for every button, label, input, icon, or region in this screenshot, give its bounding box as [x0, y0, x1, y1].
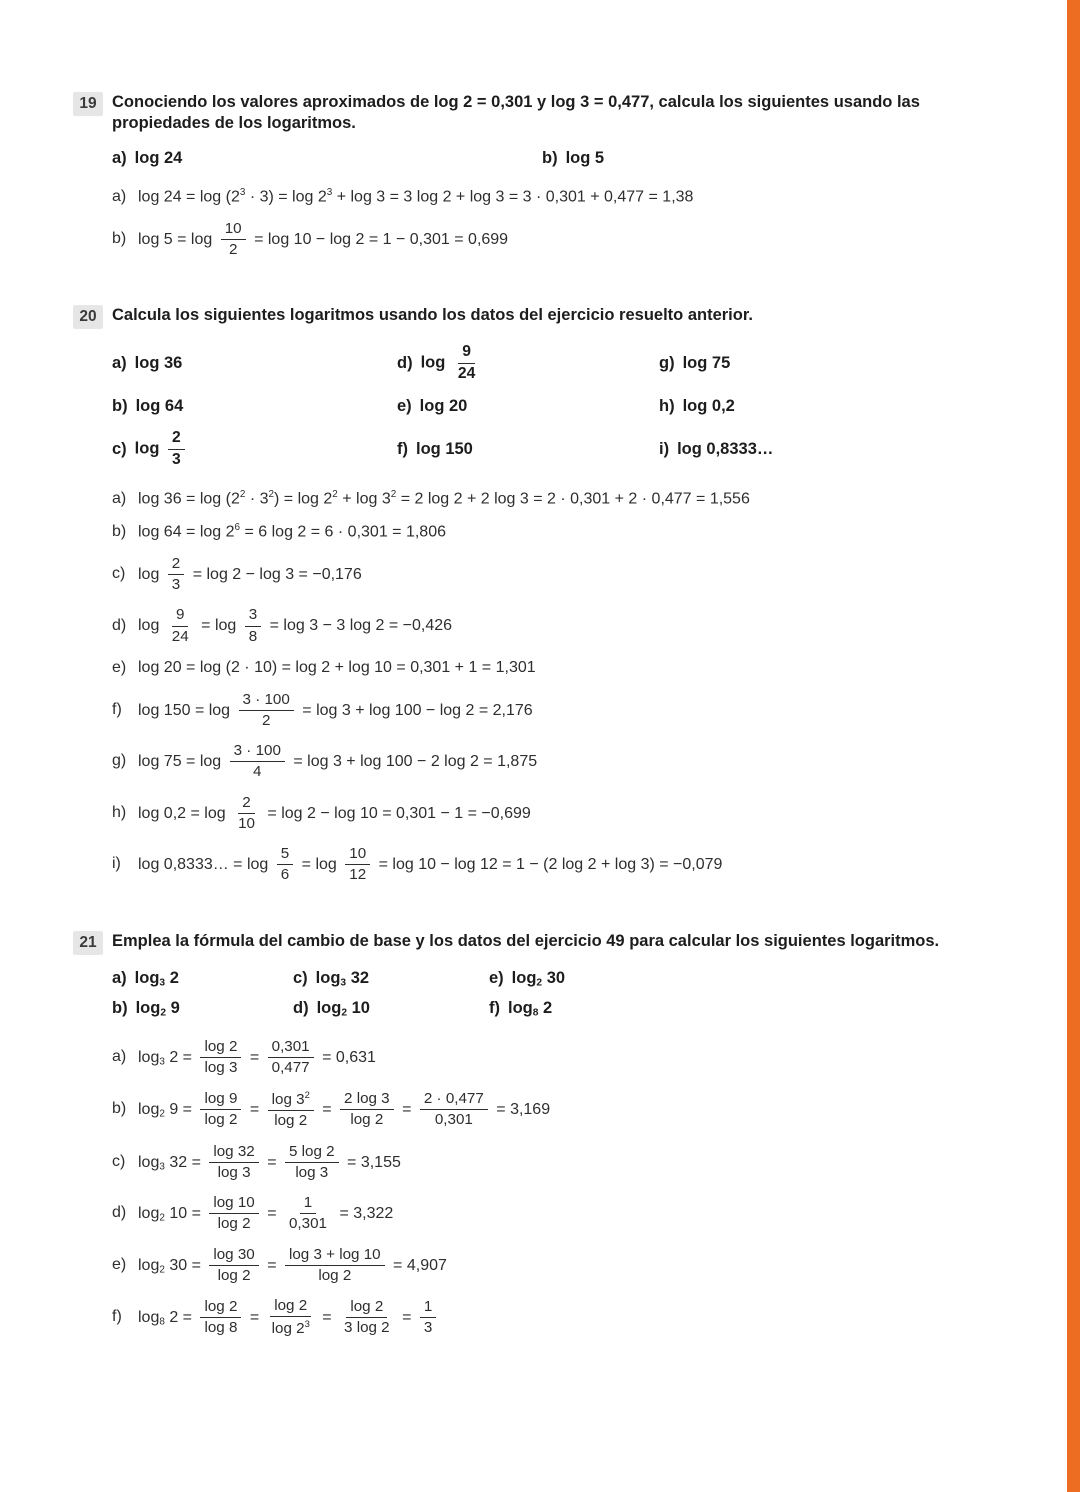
- exercise-solutions: [112, 489, 1022, 885]
- solution-expression: $\log_2 10$ = $\frac{\log 10}{\log 2}$ = $\frac{1}{0,301}$ = 3,322: [138, 1194, 394, 1233]
- fraction-numerator: 1: [420, 1298, 436, 1318]
- part-expression: $\log_2 30$: [511, 968, 566, 989]
- superscript: 3: [304, 1318, 310, 1330]
- solution-expression: $\log_2 30$ = $\frac{\log 30}{\log 2}$ = $\frac{\log 3 + \log 10}{\log 2}$ = 4,907: [138, 1245, 447, 1284]
- solution-line: [112, 555, 1022, 594]
- part-expression: log $\frac{2}{3}$: [135, 429, 189, 470]
- solution-letter: b): [112, 522, 127, 540]
- solution-line: [112, 522, 1022, 543]
- fraction-numerator: 0,301: [268, 1038, 314, 1058]
- part-letter: c): [112, 439, 127, 458]
- solution-expression: $\log_8 2$ = $\frac{\log 2}{\log 8}$ = $\frac{\log 2}{\log 2^3}$ = $\frac{\log 2}{3 \log 2}$ = $\frac{1}{3}$: [138, 1297, 1022, 1339]
- fraction-numerator: log 2: [200, 1038, 241, 1058]
- part-expression: $\log_8 2$: [508, 999, 553, 1019]
- fraction: [209, 1143, 258, 1182]
- fraction-denominator: 4: [253, 763, 262, 781]
- subscript: 2: [160, 1007, 167, 1019]
- fraction: [239, 691, 294, 730]
- part-item: [659, 343, 1022, 384]
- part-letter: a): [112, 148, 127, 167]
- fraction-denominator: log 2: [274, 1112, 308, 1130]
- superscript: 3: [239, 186, 246, 198]
- solution-letter: f): [112, 700, 122, 718]
- fraction: [268, 1089, 314, 1131]
- solution-expression: log 0,8333… = log $\frac{5}{6}$ = log $\frac{10}{12}$ = log 10 − log 12 = 1 − (2 log 2 + log 3) = −0,079: [138, 845, 723, 884]
- part-expression: log 36: [134, 354, 183, 373]
- solution-expression: log 20 = log (2 · 10) = log 2 + log 10 = 0,301 + 1 = 1,301: [138, 658, 536, 676]
- solution-line: [112, 1246, 1022, 1285]
- part-item: [112, 969, 293, 989]
- fraction-denominator: log 2: [217, 1266, 251, 1284]
- solution-expression: $\log 36 = \log (2^2 \cdot 3^2) = \log 2^2 + \log 3^2 = 2$ log 2 + 2 log 3 = 2 · 0,301 + 2 · 0,477 = 1,556: [138, 488, 750, 507]
- exercise-parts: [112, 343, 1022, 469]
- part-letter: b): [112, 397, 128, 416]
- fraction: [168, 606, 193, 645]
- solution-letter: e): [112, 1255, 127, 1273]
- fraction: [285, 1143, 339, 1182]
- part-letter: i): [659, 439, 670, 458]
- part-letter: e): [397, 397, 412, 416]
- part-item: [293, 999, 489, 1019]
- fraction: [268, 1038, 314, 1077]
- part-item: [112, 149, 542, 168]
- solution-line: [112, 1089, 1022, 1131]
- exercise-21: [73, 931, 1022, 1339]
- subscript: 2: [159, 1263, 165, 1275]
- part-item: [659, 397, 1022, 416]
- solution-letter: a): [112, 188, 127, 206]
- fraction-numerator: 2 · 0,477: [420, 1090, 488, 1110]
- subscript: 2: [159, 1108, 165, 1120]
- fraction: [200, 1090, 241, 1129]
- part-item: [112, 343, 397, 384]
- fraction-denominator: 10: [238, 814, 255, 832]
- fraction-denominator: 6: [280, 866, 290, 884]
- solution-letter: i): [112, 855, 121, 873]
- exercise-solutions: [112, 187, 1022, 260]
- solution-line: [112, 845, 1022, 884]
- exercise-statement: Emplea la fórmula del cambio de base y los datos del ejercicio 49 para calcular los siguientes logaritmos.: [112, 931, 940, 950]
- fraction-numerator: log 2: [200, 1298, 241, 1318]
- fraction-denominator: 8: [248, 627, 258, 645]
- fraction-numerator: log 9: [200, 1090, 241, 1110]
- solution-expression: log 75 = log $\frac{3 \cdot 100}{4}$ = log 3 + log 100 − 2 log 2 = 1,875: [138, 742, 538, 781]
- exercise-statement: Conociendo los valores aproximados de log 2 = 0,301 y log 3 = 0,477, calcula los siguientes usando las propiedades de los logaritmos.: [112, 93, 920, 133]
- subscript: 8: [532, 1007, 539, 1019]
- part-item: [659, 429, 1022, 470]
- fraction-numerator: 2: [168, 555, 184, 575]
- fraction-denominator: log 2: [318, 1266, 352, 1284]
- fraction-denominator: log 2: [204, 1111, 238, 1129]
- part-letter: d): [293, 999, 309, 1018]
- subscript: 3: [159, 977, 166, 989]
- part-item: [397, 429, 659, 470]
- fraction-numerator: 9: [458, 343, 475, 364]
- part-letter: b): [542, 148, 558, 167]
- fraction: [221, 220, 246, 259]
- fraction-numerator: 2: [238, 794, 254, 814]
- fraction: [285, 1194, 331, 1233]
- fraction-numerator: $\log 3^2$: [268, 1089, 314, 1111]
- solution-expression: log 150 = log $\frac{3 \cdot 100}{2}$ = log 3 + log 100 − log 2 = 2,176: [138, 690, 533, 729]
- fraction-numerator: 3 · 100: [230, 742, 285, 762]
- part-letter: f): [489, 999, 500, 1018]
- fraction-denominator: 3: [423, 1319, 433, 1337]
- part-expression: log 24: [134, 148, 183, 167]
- part-expression: $\log_3 32$: [315, 968, 370, 989]
- fraction: [230, 742, 285, 781]
- part-item: [293, 969, 489, 989]
- solution-expression: $\log_3 2$ = $\frac{\log 2}{\log 3}$ = $\frac{0,301}{0,477}$ = 0,631: [138, 1037, 376, 1076]
- fraction: [340, 1090, 394, 1129]
- fraction: [168, 555, 184, 594]
- part-letter: e): [489, 968, 504, 987]
- subscript: 2: [536, 977, 543, 989]
- exercise-number-badge: 20: [73, 305, 103, 329]
- fraction-numerator: 1: [300, 1194, 316, 1214]
- part-expression: $\log_2 10$: [316, 999, 370, 1019]
- part-item: [112, 397, 397, 416]
- fraction: [268, 1297, 314, 1339]
- exercise-parts: [112, 969, 1022, 1019]
- fraction: [168, 429, 185, 470]
- exercise-parts: [112, 149, 1022, 168]
- solution-line: [112, 658, 1022, 679]
- part-expression: $\log_2 9$: [135, 999, 180, 1019]
- fraction-numerator: 2 log 3: [340, 1090, 394, 1110]
- solution-expression: $\log 64 = \log 2^6 = 6$ log 2 = 6 · 0,301 = 1,806: [138, 521, 446, 541]
- superscript: 2: [390, 488, 397, 500]
- subscript: 2: [159, 1212, 165, 1224]
- fraction: [234, 794, 259, 833]
- part-expression: log 5: [565, 148, 605, 167]
- fraction-numerator: 10: [345, 845, 370, 865]
- fraction-denominator: 24: [457, 365, 476, 383]
- part-expression: log 150: [416, 439, 473, 458]
- fraction: [420, 1298, 436, 1337]
- fraction-denominator: $\log 2^3$: [271, 1318, 310, 1338]
- solution-line: [112, 691, 1022, 730]
- fraction: [454, 343, 479, 384]
- fraction-numerator: 5: [277, 845, 293, 865]
- solution-letter: a): [112, 489, 127, 507]
- fraction-denominator: 0,301: [434, 1111, 473, 1129]
- part-letter: g): [659, 354, 675, 373]
- solution-line: [112, 794, 1022, 833]
- part-item: [112, 999, 293, 1019]
- fraction-numerator: log 32: [209, 1143, 258, 1163]
- fraction-denominator: log 3: [217, 1163, 251, 1181]
- subscript: 3: [159, 1161, 165, 1173]
- superscript: 3: [326, 186, 333, 198]
- fraction-numerator: 10: [221, 220, 246, 240]
- solution-line: [112, 742, 1022, 781]
- fraction-denominator: 2: [261, 711, 271, 729]
- fraction-denominator: log 2: [350, 1111, 384, 1129]
- exercise-number-badge: 21: [73, 931, 103, 955]
- solution-expression: $\log_3 32$ = $\frac{\log 32}{\log 3}$ = $\frac{5 \log 2}{\log 3}$ = 3,155: [138, 1142, 401, 1181]
- solution-line: [112, 1194, 1022, 1233]
- solution-line: [112, 187, 1022, 208]
- part-letter: d): [397, 354, 413, 373]
- solution-line: [112, 1297, 1022, 1339]
- fraction-denominator: log 8: [204, 1319, 238, 1337]
- fraction-numerator: 5 log 2: [285, 1143, 339, 1163]
- fraction-denominator: 0,301: [288, 1215, 327, 1233]
- solution-letter: h): [112, 803, 127, 821]
- page-accent-bar: [1067, 0, 1080, 1492]
- fraction-denominator: 12: [349, 866, 367, 884]
- part-letter: c): [293, 968, 308, 987]
- superscript: 2: [239, 488, 246, 500]
- subscript: 2: [341, 1007, 348, 1019]
- superscript: 2: [304, 1089, 310, 1101]
- solution-letter: e): [112, 658, 127, 676]
- fraction: [340, 1298, 394, 1337]
- exercise-header: [73, 931, 1022, 955]
- part-letter: h): [659, 397, 675, 416]
- fraction: [245, 606, 261, 645]
- part-item: [112, 429, 397, 470]
- fraction: [285, 1246, 385, 1285]
- fraction-numerator: 3: [245, 606, 261, 626]
- solution-letter: b): [112, 1100, 127, 1118]
- superscript: 2: [332, 488, 338, 500]
- fraction-denominator: 3: [172, 450, 181, 468]
- part-expression: log 64: [135, 397, 184, 416]
- part-item: [489, 969, 1022, 989]
- part-expression: log 0,8333…: [677, 439, 774, 458]
- exercise-19: [73, 92, 1022, 259]
- exercise-statement: Calcula los siguientes logaritmos usando los datos del ejercicio resuelto anterior.: [112, 306, 753, 325]
- solution-expression: log $\frac{9}{24}$ = log $\frac{3}{8}$ = log 3 − 3 log 2 = −0,426: [138, 606, 453, 645]
- solution-letter: c): [112, 565, 126, 583]
- part-expression: log 0,2: [682, 397, 735, 416]
- solution-expression: $\log 24 = \log (2^3 \cdot 3) = \log 2^3 + \log 3 = 3$ log 2 + log 3 = 3 · 0,301 + 0,477 = 1,38: [138, 186, 694, 206]
- fraction-numerator: 3 · 100: [239, 691, 294, 711]
- fraction-numerator: log 30: [209, 1246, 258, 1266]
- part-expression: log 75: [682, 354, 731, 373]
- fraction: [209, 1194, 258, 1233]
- solution-line: [112, 606, 1022, 645]
- fraction-numerator: log 10: [209, 1194, 258, 1214]
- part-item: [489, 999, 1022, 1019]
- solution-letter: d): [112, 616, 127, 634]
- solution-expression: log 5 = log $\frac{10}{2}$ = log 10 − log 2 = 1 − 0,301 = 0,699: [138, 220, 509, 259]
- subscript: 3: [159, 1056, 165, 1068]
- fraction-denominator: 2: [228, 241, 238, 259]
- solution-letter: b): [112, 230, 127, 248]
- fraction-denominator: log 3: [204, 1058, 238, 1076]
- part-expression: $\log_3 2$: [134, 968, 179, 989]
- exercise-header: [73, 305, 1022, 329]
- fraction: [200, 1038, 241, 1077]
- subscript: 8: [159, 1316, 165, 1328]
- solution-letter: f): [112, 1308, 122, 1326]
- fraction: [209, 1246, 258, 1285]
- fraction-denominator: 0,477: [271, 1058, 310, 1076]
- solution-expression: $\log_2 9$ = $\frac{\log 9}{\log 2}$ = $\frac{\log 3^2}{\log 2}$ = $\frac{2 \log 3}{\log 2}$ = $\frac{2 \cdot 0,477}{0,301}$ = 3,169: [138, 1089, 551, 1130]
- exercise-number-badge: 19: [73, 92, 103, 116]
- fraction-numerator: 2: [168, 429, 185, 450]
- exercise-20: [73, 305, 1022, 884]
- fraction-numerator: 9: [172, 606, 188, 626]
- part-letter: b): [112, 999, 128, 1018]
- superscript: 6: [234, 521, 241, 533]
- part-letter: a): [112, 354, 127, 373]
- solution-expression: log $\frac{2}{3}$ = log 2 − log 3 = −0,176: [138, 554, 362, 594]
- fraction-numerator: log 3 + log 10: [285, 1246, 385, 1266]
- fraction: [345, 845, 370, 884]
- solution-expression: log 0,2 = log $\frac{2}{10}$ = log 2 − log 10 = 0,301 − 1 = −0,699: [138, 793, 531, 832]
- solution-line: [112, 489, 1022, 510]
- fraction-numerator: log 2: [346, 1298, 387, 1318]
- fraction-denominator: 3: [171, 576, 181, 594]
- solution-letter: g): [112, 752, 127, 770]
- part-item: [542, 149, 1022, 168]
- solution-line: [112, 1143, 1022, 1182]
- solution-line: [112, 1038, 1022, 1077]
- solution-letter: d): [112, 1204, 127, 1222]
- solution-letter: c): [112, 1152, 126, 1170]
- subscript: 3: [340, 977, 347, 989]
- part-expression: log $\frac{9}{24}$: [421, 343, 484, 384]
- fraction-numerator: log 2: [270, 1297, 311, 1317]
- fraction-denominator: 24: [171, 627, 189, 645]
- fraction-denominator: 3 log 2: [344, 1319, 390, 1337]
- solution-line: [112, 220, 1022, 259]
- fraction-denominator: log 3: [295, 1163, 329, 1181]
- exercise-header: [73, 92, 1022, 135]
- fraction: [200, 1298, 241, 1337]
- part-expression: log 20: [419, 397, 468, 416]
- fraction-denominator: log 2: [217, 1215, 251, 1233]
- fraction: [277, 845, 293, 884]
- exercise-solutions: [112, 1038, 1022, 1339]
- part-item: [397, 343, 659, 384]
- part-letter: f): [397, 439, 408, 458]
- part-letter: a): [112, 968, 127, 987]
- solution-letter: a): [112, 1047, 127, 1065]
- superscript: 2: [268, 488, 275, 500]
- fraction: [420, 1090, 488, 1129]
- part-item: [397, 397, 659, 416]
